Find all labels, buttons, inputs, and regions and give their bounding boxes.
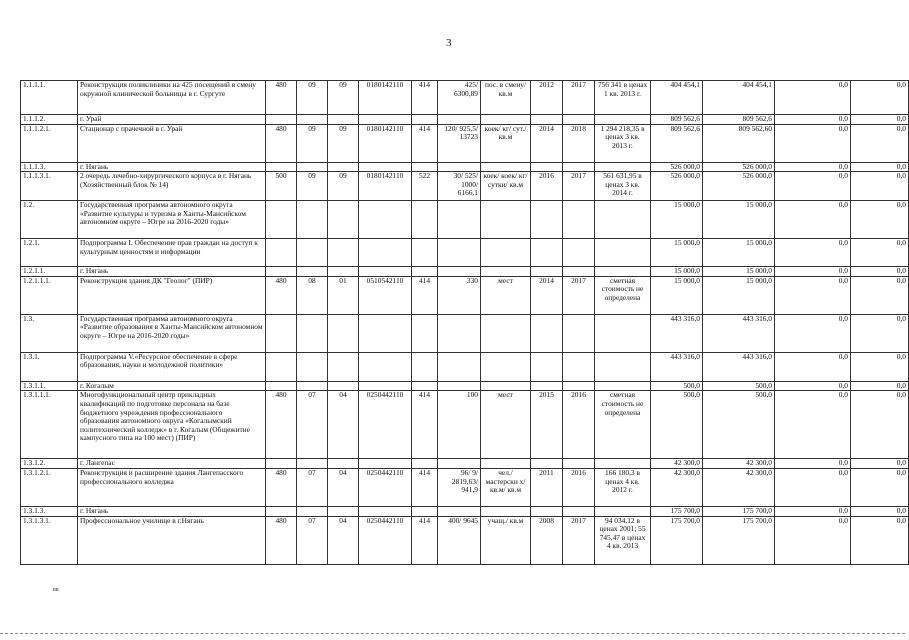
table-row — [21, 81, 909, 115]
table-row — [21, 276, 909, 314]
table-cell: 425/ 6300,89 — [438, 81, 481, 115]
table-cell: 526 000,0 — [651, 172, 703, 201]
table-cell: сметная стоимость не определена — [595, 276, 651, 314]
table-cell: 1.3.1. — [21, 352, 78, 381]
table-cell: учащ./ кв.м — [481, 516, 531, 564]
table-cell — [438, 201, 481, 239]
table-cell: 09 — [297, 81, 328, 115]
table-cell: 04 — [328, 391, 359, 459]
table-cell: 414 — [412, 516, 438, 564]
table-cell — [359, 506, 412, 516]
table-cell: Реконструкция и расширение здания Лангепасского профессионального колледжа — [78, 468, 266, 506]
table-cell: 2016 — [563, 468, 595, 506]
table-cell — [563, 115, 595, 125]
table-cell: 2011 — [531, 468, 563, 506]
table-cell — [563, 267, 595, 277]
table-cell: г. Нягань — [78, 162, 266, 172]
table-cell — [531, 352, 563, 381]
table-cell: 480 — [266, 516, 297, 564]
footer-mark: вв — [53, 587, 59, 593]
table-cell: 2017 — [563, 172, 595, 201]
table-cell: 1.3.1.3.1. — [21, 516, 78, 564]
table-cell: 0,0 — [775, 459, 851, 469]
table-body — [21, 81, 909, 565]
table-cell — [595, 239, 651, 267]
table-cell — [297, 239, 328, 267]
table-cell: 500,0 — [703, 391, 775, 459]
table-cell — [359, 239, 412, 267]
table-cell — [531, 115, 563, 125]
table-cell: 1 294 218,35 в ценах 3 кв. 2013 г. — [595, 124, 651, 162]
table-cell: 2008 — [531, 516, 563, 564]
table-cell: 500,0 — [651, 391, 703, 459]
table-cell: г. Лангепас — [78, 459, 266, 469]
table-cell: 0250442110 — [359, 391, 412, 459]
table-cell: 09 — [328, 81, 359, 115]
table-cell — [359, 115, 412, 125]
table-cell — [595, 201, 651, 239]
table-cell: 0,0 — [775, 391, 851, 459]
table-cell — [266, 267, 297, 277]
table-cell: 0,0 — [775, 201, 851, 239]
table-cell: 15 000,0 — [651, 276, 703, 314]
table-row — [21, 468, 909, 506]
table-cell: 01 — [328, 276, 359, 314]
table-cell — [297, 267, 328, 277]
table-cell — [438, 115, 481, 125]
table-cell: 0,0 — [775, 506, 851, 516]
table-cell — [328, 201, 359, 239]
table-cell: 414 — [412, 81, 438, 115]
table-cell: 404 454,1 — [703, 81, 775, 115]
table-cell: 443 316,0 — [703, 352, 775, 381]
table-cell — [412, 352, 438, 381]
table-cell: 2014 — [531, 124, 563, 162]
table-cell: Подпрограмма V.«Ресурсное обеспечение в сфере образования, науки и молодежной политики» — [78, 352, 266, 381]
table-cell — [359, 201, 412, 239]
table-cell: 0180142110 — [359, 124, 412, 162]
table-cell: 2017 — [563, 516, 595, 564]
table-cell: 809 562,6 — [651, 124, 703, 162]
table-cell: 1.1.1.3.1. — [21, 172, 78, 201]
table-cell: чел./ мастерски х/ кв.м/ кв.м — [481, 468, 531, 506]
table-cell: 175 700,0 — [651, 506, 703, 516]
table-cell: 2017 — [563, 81, 595, 115]
table-cell: 0510542110 — [359, 276, 412, 314]
table-cell: Реконструкция поликлиники на 425 посещений в смену окружной клинической больницы в г. Сургуте — [78, 81, 266, 115]
table-cell: 07 — [297, 516, 328, 564]
table-cell — [563, 506, 595, 516]
page-number: 3 — [446, 37, 452, 49]
table-cell — [266, 239, 297, 267]
table-cell: 100 — [438, 391, 481, 459]
table-cell: 0,0 — [775, 124, 851, 162]
table-cell: 0,0 — [851, 468, 909, 506]
table-cell — [297, 352, 328, 381]
table-row — [21, 352, 909, 381]
table-cell: 480 — [266, 276, 297, 314]
table-cell: 500,0 — [703, 381, 775, 391]
table-cell — [412, 115, 438, 125]
table-cell: 0,0 — [851, 115, 909, 125]
table-cell — [595, 115, 651, 125]
table-cell: 2012 — [531, 81, 563, 115]
table-cell — [563, 314, 595, 352]
table-cell — [438, 314, 481, 352]
table-cell: 08 — [297, 276, 328, 314]
budget-table — [20, 80, 909, 565]
table-cell: 2016 — [531, 172, 563, 201]
table-cell — [328, 506, 359, 516]
table-cell: Государственная программа автономного округа «Развитие образования в Ханты-Мансийском автономном округе – Югре на 2016-2020 годы» — [78, 314, 266, 352]
table-cell: г. Когалым — [78, 381, 266, 391]
table-cell: Профессиональное училище в г.Нягань — [78, 516, 266, 564]
table-cell: сметная стоимость не определена — [595, 391, 651, 459]
table-cell — [563, 201, 595, 239]
table-cell: 522 — [412, 172, 438, 201]
table-cell: г. Нягань — [78, 267, 266, 277]
table-cell: 480 — [266, 81, 297, 115]
table-cell — [412, 239, 438, 267]
table-cell — [412, 267, 438, 277]
table-cell: 756 341 в ценах 1 кв. 2013 г. — [595, 81, 651, 115]
table-cell: 480 — [266, 468, 297, 506]
table-cell: 1.1.1.3. — [21, 162, 78, 172]
page-bottom-border — [0, 633, 905, 634]
table-cell — [297, 314, 328, 352]
table-cell — [595, 314, 651, 352]
table-cell — [412, 506, 438, 516]
table-cell: 0,0 — [775, 267, 851, 277]
table-cell: 414 — [412, 124, 438, 162]
table-row — [21, 516, 909, 564]
table-cell: 0,0 — [851, 391, 909, 459]
table-cell: 443 316,0 — [651, 352, 703, 381]
table-cell — [359, 314, 412, 352]
table-cell: 94 034,12 в ценах 2001; 55 745,47 в ценах 4 кв. 2013 — [595, 516, 651, 564]
table-cell: 1.1.1.2. — [21, 115, 78, 125]
table-cell: 0,0 — [851, 172, 909, 201]
table-cell — [531, 201, 563, 239]
table-cell: 0,0 — [851, 267, 909, 277]
table-cell: 09 — [297, 124, 328, 162]
table-cell: коек/ кг/ сут./ кв.м — [481, 124, 531, 162]
table-cell: 2015 — [531, 391, 563, 459]
table-cell: 480 — [266, 124, 297, 162]
table-cell — [297, 115, 328, 125]
table-cell: 2 очередь лечебно-хирургического корпуса в г. Нягань (Хозяйственный блок № 14) — [78, 172, 266, 201]
table-cell: 42 300,0 — [703, 459, 775, 469]
table-cell: 0,0 — [851, 124, 909, 162]
table-cell: 2014 — [531, 276, 563, 314]
table-cell — [481, 239, 531, 267]
table-cell: 414 — [412, 276, 438, 314]
table-cell — [328, 267, 359, 277]
table-cell: 120/ 925,5/ 13723 — [438, 124, 481, 162]
table-cell: 0,0 — [851, 201, 909, 239]
table-cell: Стационар с прачечной в г. Урай — [78, 124, 266, 162]
table-cell — [328, 314, 359, 352]
table-cell — [266, 201, 297, 239]
table-cell — [481, 506, 531, 516]
table-cell: 809 562,6 — [703, 115, 775, 125]
table-cell: 1.3.1.2. — [21, 459, 78, 469]
table-cell: 0,0 — [775, 81, 851, 115]
table-row — [21, 314, 909, 352]
table-cell: 0,0 — [775, 314, 851, 352]
table-row — [21, 201, 909, 239]
table-cell: мест — [481, 391, 531, 459]
table-cell: 561 631,95 в ценах 3 кв. 2014 г. — [595, 172, 651, 201]
table-cell: 04 — [328, 468, 359, 506]
table-cell: 07 — [297, 391, 328, 459]
table-cell — [595, 267, 651, 277]
table-cell: мест — [481, 276, 531, 314]
table-cell — [266, 314, 297, 352]
table-cell — [438, 267, 481, 277]
table-cell: 175 700,0 — [703, 516, 775, 564]
table-cell: 2016 — [563, 391, 595, 459]
table-cell: 0,0 — [775, 352, 851, 381]
table-cell — [531, 506, 563, 516]
table-cell: 30/ 525/ 1000/ 6166,1 — [438, 172, 481, 201]
table-cell: 0,0 — [851, 276, 909, 314]
table-cell: 414 — [412, 391, 438, 459]
table-cell: 04 — [328, 516, 359, 564]
table-cell — [297, 201, 328, 239]
table-cell: 526 000,0 — [703, 172, 775, 201]
table-cell — [297, 506, 328, 516]
table-row — [21, 172, 909, 201]
table-cell: 0250442110 — [359, 468, 412, 506]
table-cell: 1.1.1.2.1. — [21, 124, 78, 162]
table-cell: 1.2. — [21, 201, 78, 239]
table-cell: 526 000,0 — [651, 162, 703, 172]
table-cell: 500 — [266, 172, 297, 201]
table-cell — [481, 267, 531, 277]
table-cell: 42 300,0 — [651, 468, 703, 506]
table-cell — [328, 115, 359, 125]
table-cell — [481, 314, 531, 352]
table-cell: 15 000,0 — [703, 239, 775, 267]
table-cell: 0,0 — [775, 468, 851, 506]
table-cell: 809 562,60 — [703, 124, 775, 162]
table-cell — [563, 352, 595, 381]
table-cell — [438, 239, 481, 267]
table-cell: 1.2.1.1.1. — [21, 276, 78, 314]
table-cell: 09 — [297, 172, 328, 201]
table-cell: 809 562,6 — [651, 115, 703, 125]
table-cell: 0,0 — [775, 172, 851, 201]
table-cell — [531, 267, 563, 277]
table-row — [21, 267, 909, 277]
table-cell: 0,0 — [851, 162, 909, 172]
table-cell: 166 180,3 в ценах 4 кв. 2012 г. — [595, 468, 651, 506]
table-cell — [481, 201, 531, 239]
table-cell: 0,0 — [775, 162, 851, 172]
table-cell: 15 000,0 — [651, 201, 703, 239]
table-cell: 1.3.1.3. — [21, 506, 78, 516]
table-cell: 0,0 — [775, 276, 851, 314]
table-cell: 42 300,0 — [703, 468, 775, 506]
table-cell: 2017 — [563, 276, 595, 314]
table-cell — [359, 267, 412, 277]
table-row — [21, 239, 909, 267]
table-cell: 0180142110 — [359, 172, 412, 201]
table-cell: 0,0 — [775, 115, 851, 125]
table-cell: 0,0 — [851, 81, 909, 115]
table-cell: 0,0 — [775, 381, 851, 391]
table-cell: 0,0 — [775, 516, 851, 564]
table-cell: 1.3.1.2.1. — [21, 468, 78, 506]
table-cell — [531, 239, 563, 267]
table-cell: 0,0 — [851, 381, 909, 391]
table-cell — [412, 314, 438, 352]
table-cell: 1.3.1.1.1. — [21, 391, 78, 459]
table-cell: 500,0 — [651, 381, 703, 391]
table-cell: 0,0 — [775, 239, 851, 267]
table-cell: 1.3. — [21, 314, 78, 352]
table-cell: 0180142110 — [359, 81, 412, 115]
table-cell: 09 — [328, 124, 359, 162]
table-cell: 0,0 — [851, 506, 909, 516]
table-cell — [266, 115, 297, 125]
table-cell — [481, 352, 531, 381]
table-cell: 0,0 — [851, 352, 909, 381]
table-cell: 0250442110 — [359, 516, 412, 564]
table-cell: 0,0 — [851, 459, 909, 469]
table-cell: 15 000,0 — [703, 201, 775, 239]
table-cell: г. Нягань — [78, 506, 266, 516]
table-cell: 1.2.1. — [21, 239, 78, 267]
table-cell: 15 000,0 — [651, 267, 703, 277]
table-cell: пос. в смену/ кв.м — [481, 81, 531, 115]
table-cell: 414 — [412, 468, 438, 506]
table-cell: 1.3.1.1. — [21, 381, 78, 391]
table-cell — [328, 239, 359, 267]
table-cell — [531, 314, 563, 352]
table-cell — [266, 352, 297, 381]
table-cell — [359, 352, 412, 381]
table-cell — [438, 506, 481, 516]
table-cell: 07 — [297, 468, 328, 506]
table-cell — [595, 506, 651, 516]
table-cell: 175 700,0 — [703, 506, 775, 516]
table-cell: 42 300,0 — [651, 459, 703, 469]
table-cell: 443 316,0 — [651, 314, 703, 352]
table-cell: 2018 — [563, 124, 595, 162]
table-cell — [328, 352, 359, 381]
table-cell: Подпрограмма I. Обеспечение прав граждан на доступ к культурным ценностям и информации — [78, 239, 266, 267]
table-cell — [412, 201, 438, 239]
table-cell: 526 000,0 — [703, 162, 775, 172]
table-cell: 15 000,0 — [651, 239, 703, 267]
table-cell — [481, 115, 531, 125]
table-cell: Государственная программа автономного округа «Развитие культуры и туризма в Ханты-Мансийском автономном округе – Югре на 2016-2020 годы» — [78, 201, 266, 239]
table-cell: 404 454,1 — [651, 81, 703, 115]
table-cell: 0,0 — [851, 314, 909, 352]
table-cell: 15 000,0 — [703, 267, 775, 277]
table-cell: г. Урай — [78, 115, 266, 125]
table-cell: 175 700,0 — [651, 516, 703, 564]
table-cell: 15 000,0 — [703, 276, 775, 314]
table-cell: 443 316,0 — [703, 314, 775, 352]
table-cell — [595, 352, 651, 381]
table-cell: 400/ 9645 — [438, 516, 481, 564]
table-row — [21, 391, 909, 459]
table-cell: 480 — [266, 391, 297, 459]
table-cell: 330 — [438, 276, 481, 314]
table-cell: 1.2.1.1. — [21, 267, 78, 277]
table-cell: 0,0 — [851, 239, 909, 267]
table-cell: 0,0 — [851, 516, 909, 564]
table-row — [21, 506, 909, 516]
table-cell: 1.1.1.1. — [21, 81, 78, 115]
table-row — [21, 115, 909, 125]
table-cell: коек/ коек/ кг/ сутки/ кв.м — [481, 172, 531, 201]
table-cell: Реконструкция здания ДК "Геолог" (ПИР) — [78, 276, 266, 314]
table-cell: 09 — [328, 172, 359, 201]
table-cell — [438, 352, 481, 381]
table-cell: 96/ 9/ 2819,63/ 941,9 — [438, 468, 481, 506]
table-cell: Многофункциональный центр прикладных квалификаций по подготовке персонала на базе бюджетного учреждения профессионального образования автономного округа «Когалымский политехнический колледж» в г. Когалым (Общежитие кампусного типа на 100 мест) (ПИР) — [78, 391, 266, 459]
table-row — [21, 124, 909, 162]
table-cell — [266, 506, 297, 516]
table-cell — [563, 239, 595, 267]
